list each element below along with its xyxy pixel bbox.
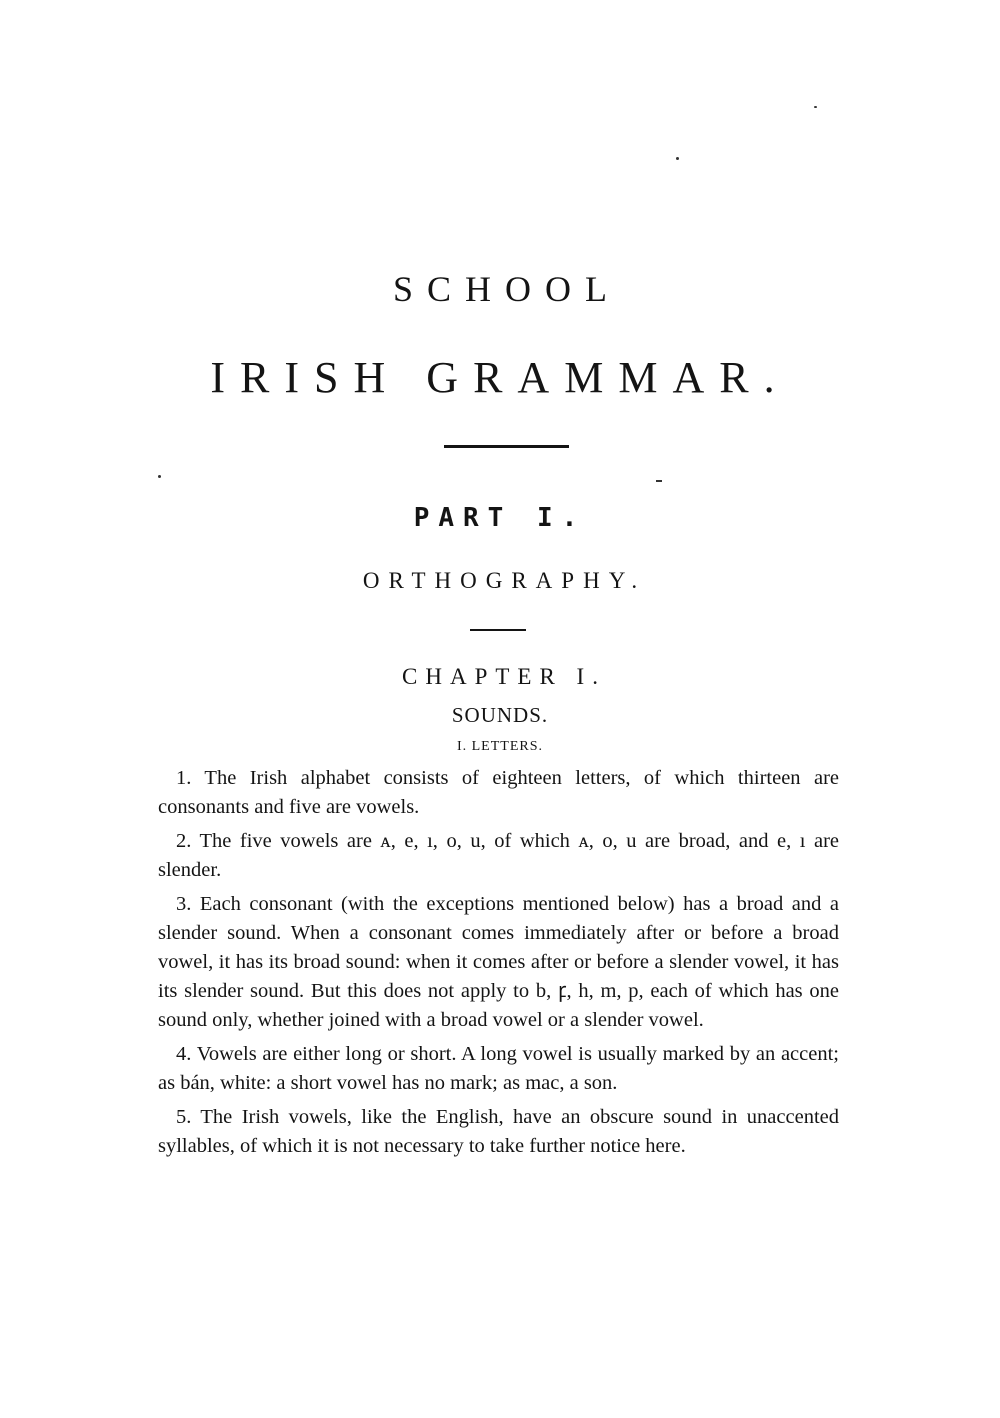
part-subtitle: ORTHOGRAPHY.: [362, 568, 647, 593]
part-divider-rule: [470, 629, 526, 631]
scan-speck: [656, 480, 662, 482]
chapter-heading: CHAPTER I.: [402, 664, 606, 689]
chapter-title: SOUNDS.: [451, 703, 549, 727]
body-text: [158, 764, 839, 1166]
scan-speck: [158, 475, 161, 478]
part-heading: PART I.: [413, 503, 587, 533]
paragraph: 1. The Irish alphabet consists of eighteen letters, of which thirteen are consonants and five are vowels.: [158, 767, 839, 818]
scan-speck: [814, 106, 817, 108]
paragraph: 5. The Irish vowels, like the English, have an obscure sound in unaccented syllables, of which it is not necessary to take further notice here.: [158, 1106, 839, 1157]
section-heading: I. LETTERS.: [456, 739, 544, 754]
paragraph: 2. The five vowels are ᴀ, e, ı, o, u, of which ᴀ, o, u are broad, and e, ı are slender.: [158, 830, 839, 881]
title-divider-rule: [444, 445, 569, 448]
scan-speck: [676, 157, 679, 160]
paragraph: 3. Each consonant (with the exceptions mentioned below) has a broad and a slender sound. When a consonant comes immediately after or before a broad vowel, it has its broad sound: when it comes after or before a slender vowel, it has its slender sound. But this does not apply to b, ꝼ, h, m, p, each of which has one sound only, whether joined with a broad vowel or a slender vowel.: [158, 893, 839, 1031]
title-line-irish-grammar: IRISH GRAMMAR.: [210, 353, 790, 402]
title-line-school: SCHOOL: [392, 269, 622, 309]
paragraph: 4. Vowels are either long or short. A long vowel is usually marked by an accent; as bán, white: a short vowel has no mark; as mac, a son.: [158, 1043, 839, 1094]
